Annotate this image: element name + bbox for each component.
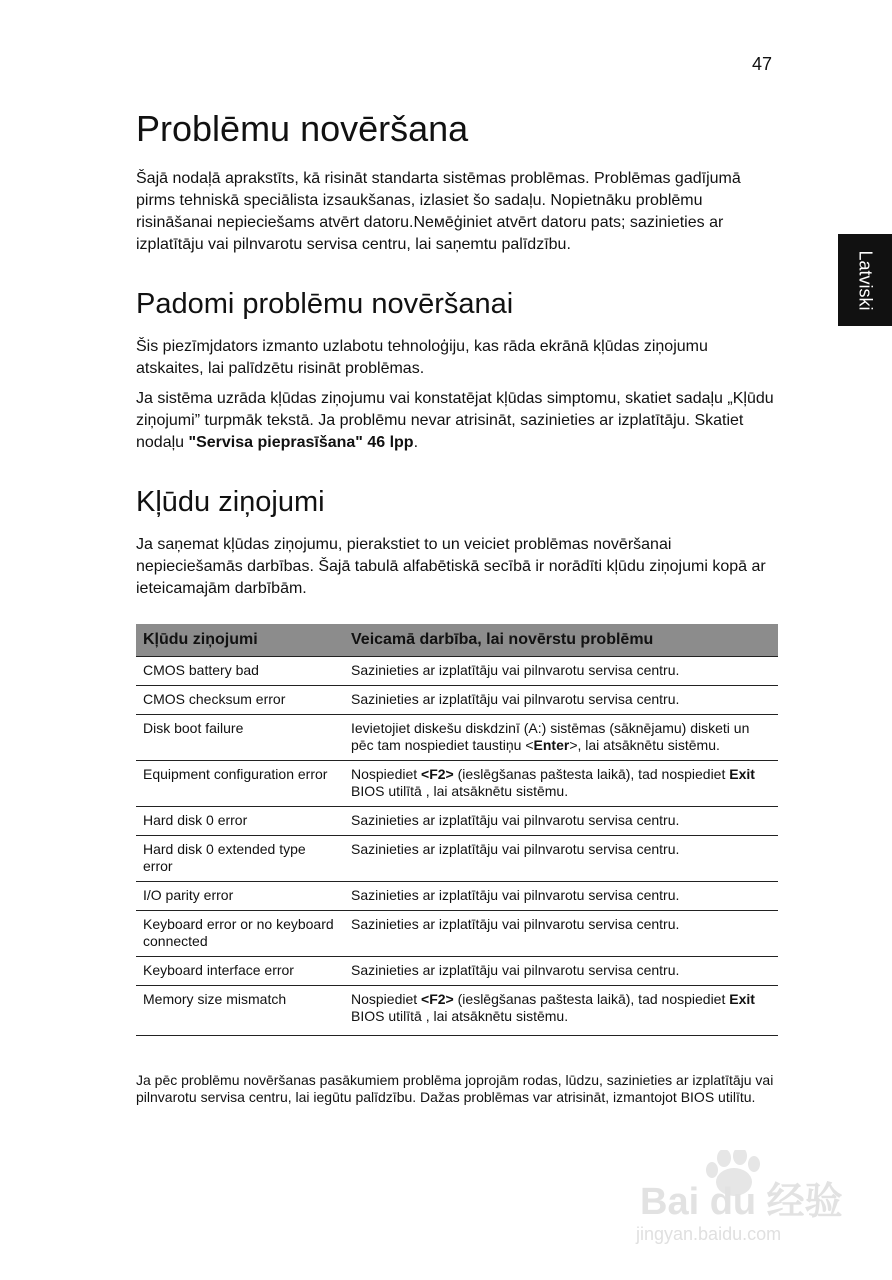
table-header-row xyxy=(136,624,778,657)
error-message: Memory size mismatch xyxy=(136,986,344,1036)
error-message: CMOS battery bad xyxy=(136,657,344,686)
key-exit: Exit xyxy=(729,766,755,782)
tips-paragraph-1: Šis piezīmjdators izmanto uzlabotu tehnoloģiju, kas rāda ekrānā kļūdas ziņojumu atskaites, lai palīdzētu risināt problēmas. xyxy=(136,338,708,377)
page-number: 47 xyxy=(752,54,773,74)
error-action xyxy=(344,761,778,807)
table-header-message: Kļūdu ziņojumi xyxy=(136,624,344,657)
action-text: >, lai atsāknētu sistēmu. xyxy=(569,737,720,753)
table-row xyxy=(136,657,778,686)
error-message: Hard disk 0 error xyxy=(136,807,344,836)
language-tab xyxy=(838,234,892,326)
table-row xyxy=(136,836,778,882)
intro-section xyxy=(136,168,778,256)
page-title: Problēmu novēršana xyxy=(136,108,469,149)
section-heading-errors: Kļūdu ziņojumi xyxy=(136,486,325,518)
section-heading-tips: Padomi problēmu novēršanai xyxy=(136,288,514,320)
service-request-link[interactable]: "Servisa pieprasīšana" 46 lpp xyxy=(188,434,414,451)
action-text: BIOS utilītā , lai atsāknētu sistēmu. xyxy=(351,1008,569,1024)
error-table-wrapper xyxy=(136,624,778,1036)
errors-paragraph: Ja saņemat kļūdas ziņojumu, pierakstiet to un veiciet problēmas novēršanai nepieciešamās darbības. Šajā tabulā alfabētiskā secībā ir norādīti kļūdu ziņojumi kopā ar ieteicamajām darbībām. xyxy=(136,536,766,597)
action-text: Nospiediet xyxy=(351,766,422,782)
action-text: (ieslēgšanas paštesta laikā), tad nospiediet xyxy=(453,991,730,1007)
key-f2: <F2> xyxy=(421,766,454,782)
error-action: Sazinieties ar izplatītāju vai pilnvarotu servisa centru. xyxy=(344,686,778,715)
error-message: Keyboard interface error xyxy=(136,957,344,986)
error-messages-table xyxy=(136,624,778,1036)
table-row xyxy=(136,957,778,986)
table-row xyxy=(136,882,778,911)
error-action: Sazinieties ar izplatītāju vai pilnvarotu servisa centru. xyxy=(344,836,778,882)
tips-paragraph-2 xyxy=(136,388,778,454)
error-message: Disk boot failure xyxy=(136,715,344,761)
key-exit: Exit xyxy=(729,991,755,1007)
table-row xyxy=(136,986,778,1036)
error-message: Hard disk 0 extended type error xyxy=(136,836,344,882)
tips-paragraph-2-end: . xyxy=(413,434,419,451)
footer-note-text: Ja pēc problēmu novēršanas pasākumiem problēma joprojām rodas, lūdzu, sazinieties ar izplatītāju vai pilnvarotu servisa centru, lai iegūtu palīdzību. Dažas problēmas var atrisināt, izmantojot BIOS utilītu. xyxy=(136,1072,774,1105)
table-row xyxy=(136,715,778,761)
error-action: Sazinieties ar izplatītāju vai pilnvarotu servisa centru. xyxy=(344,911,778,957)
error-message: CMOS checksum error xyxy=(136,686,344,715)
tips-section xyxy=(136,336,778,454)
error-message: Equipment configuration error xyxy=(136,761,344,807)
error-message: I/O parity error xyxy=(136,882,344,911)
table-row xyxy=(136,761,778,807)
error-action: Sazinieties ar izplatītāju vai pilnvarotu servisa centru. xyxy=(344,957,778,986)
error-action: Sazinieties ar izplatītāju vai pilnvarotu servisa centru. xyxy=(344,882,778,911)
error-action xyxy=(344,986,778,1036)
error-action: Sazinieties ar izplatītāju vai pilnvarotu servisa centru. xyxy=(344,807,778,836)
footer-note xyxy=(136,1072,778,1106)
tips-paragraph-2-text: Ja sistēma uzrāda kļūdas ziņojumu vai konstatējat kļūdas simptomu, skatiet sadaļu „Kļūdu ziņojumi” turpmāk tekstā. Ja problēmu nevar atrisināt, sazinieties ar izplatītāju. Skatiet nodaļu xyxy=(136,390,774,451)
action-text: Nospiediet xyxy=(351,991,422,1007)
table-row xyxy=(136,686,778,715)
table-row xyxy=(136,911,778,957)
table-header-action: Veicamā darbība, lai novērstu problēmu xyxy=(344,624,778,657)
action-text: Ievietojiet diskešu diskdzinī (A:) sistēmas (sāknējamu) disketi un pēc tam nospiediet taustiņu < xyxy=(351,720,750,753)
action-text: (ieslēgšanas paštesta laikā), tad nospiediet xyxy=(453,766,730,782)
error-message: Keyboard error or no keyboard connected xyxy=(136,911,344,957)
intro-paragraph: Šajā nodaļā aprakstīts, kā risināt standarta sistēmas problēmas. Problēmas gadījumā pirms tehniskā speciālista izsaukšanas, izlasiet šo sadaļu. Nopietnāku problēmu risināšanai nepieciešams atvērt datoru.Neмēģiniet atvērt datoru pats; sazinieties ar izplatītāju vai pilnvarotu servisa centru, lai saņemtu palīdzību. xyxy=(136,170,741,253)
table-row xyxy=(136,807,778,836)
error-action xyxy=(344,715,778,761)
action-text: BIOS utilītā , lai atsāknētu sistēmu. xyxy=(351,783,569,799)
watermark-url: jingyan.baidu.com xyxy=(636,1224,782,1244)
language-tab-label: Latviski xyxy=(855,249,876,311)
errors-section xyxy=(136,534,778,600)
watermark-brand: Bai du 经验 xyxy=(640,1181,843,1223)
error-action: Sazinieties ar izplatītāju vai pilnvarotu servisa centru. xyxy=(344,657,778,686)
key-f2: <F2> xyxy=(421,991,454,1007)
key-enter: Enter xyxy=(533,737,570,753)
